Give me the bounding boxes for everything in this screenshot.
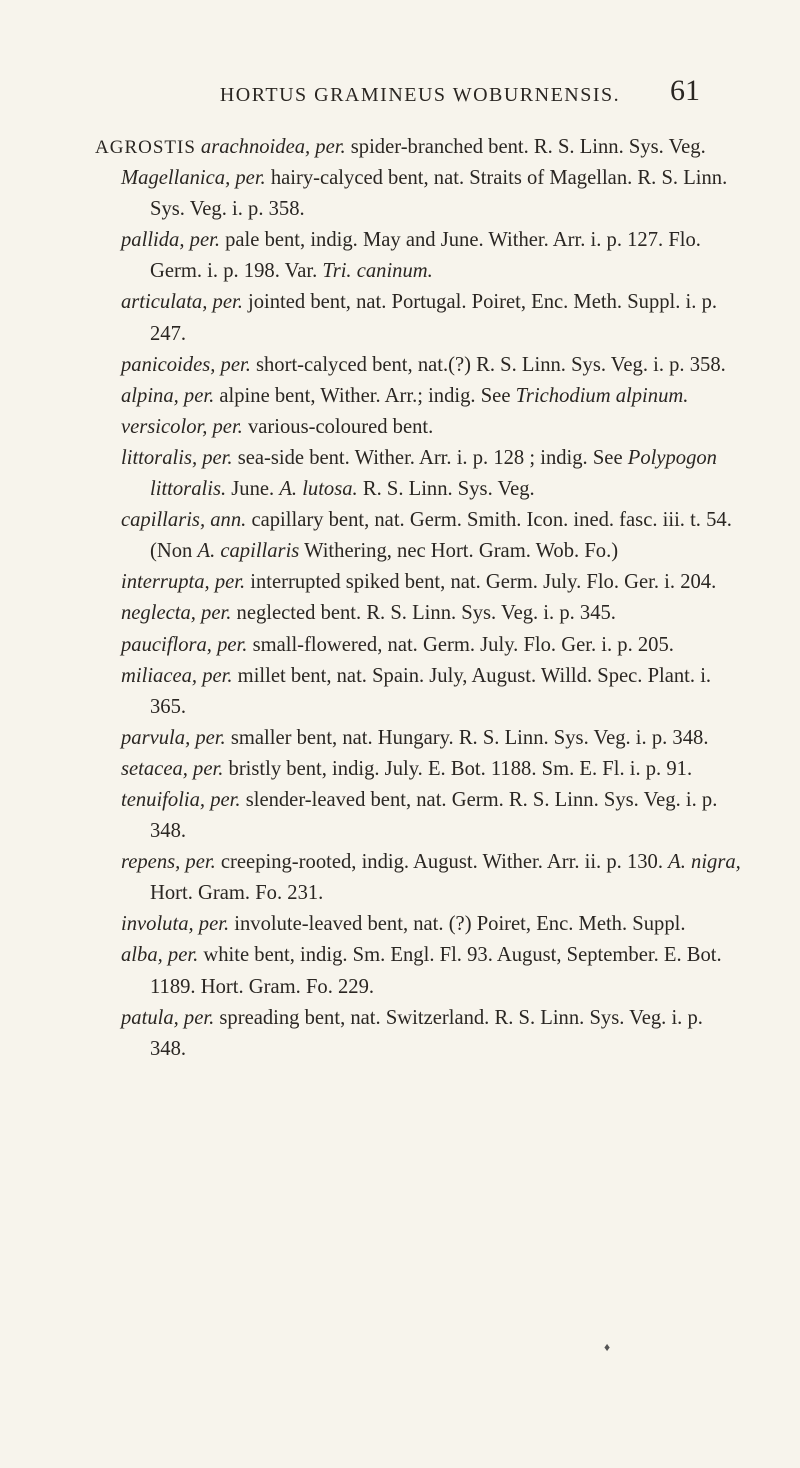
- cross-reference: A. capillaris: [197, 540, 300, 563]
- species-name: tenuifolia, per.: [121, 788, 241, 811]
- list-item: [121, 1003, 741, 1065]
- species-description: hairy-calyced bent, nat. Straits of Magellan. R. S. Linn. Sys. Veg. i. p. 358.: [150, 167, 728, 221]
- species-description: slender-leaved bent, nat. Germ. R. S. Linn. Sys. Veg. i. p. 348.: [150, 788, 718, 843]
- species-description: short-calyced bent, nat.(?) R. S. Linn. Sys. Veg. i. p. 358.: [250, 353, 726, 376]
- list-item: [121, 225, 741, 287]
- cross-reference: Polypogon littoralis.: [150, 446, 717, 501]
- list-item: [121, 443, 741, 505]
- list-item: [121, 940, 741, 1002]
- species-description: smaller bent, nat. Hungary. R. S. Linn. Sys. Veg. i. p. 348.: [225, 726, 709, 749]
- species-name: panicoides, per.: [121, 353, 251, 376]
- species-name: alba, per.: [121, 944, 199, 967]
- species-description: bristly bent, indig. July. E. Bot. 1188. Sm. E. Fl. i. p. 91.: [223, 757, 693, 780]
- species-description: neglected bent. R. S. Linn. Sys. Veg. i. p. 345.: [231, 602, 616, 625]
- list-item: [121, 350, 741, 381]
- list-item: [121, 630, 741, 661]
- species-description: sea-side bent. Wither. Arr. i. p. 128 ; indig. See: [232, 446, 628, 469]
- list-item: [121, 567, 741, 598]
- page-number: 61: [670, 74, 700, 107]
- species-name: repens, per.: [121, 851, 216, 874]
- species-description: pale bent, indig. May and June. Wither. Arr. i. p. 127. Flo. Germ. i. p. 198. Var.: [150, 229, 701, 283]
- ink-mark-icon: ♦: [604, 1340, 611, 1354]
- species-name: miliacea, per.: [121, 664, 233, 687]
- species-description: involute-leaved bent, nat. (?) Poiret, Enc. Meth. Suppl.: [229, 913, 686, 936]
- species-name: capillaris, ann.: [121, 509, 247, 532]
- species-description: white bent, indig. Sm. Engl. Fl. 93. August, September. E. Bot. 1189. Hort. Gram. Fo. 229.: [150, 944, 722, 998]
- species-list: [95, 132, 741, 1065]
- list-item: [121, 785, 741, 847]
- cross-reference: Tri. caninum.: [322, 260, 433, 283]
- species-description: creeping-rooted, indig. August. Wither. Arr. ii. p. 130.: [215, 851, 669, 874]
- species-description: interrupted spiked bent, nat. Germ. July. Flo. Ger. i. 204.: [245, 571, 717, 594]
- species-name: pauciflora, per.: [121, 633, 248, 656]
- list-item: [121, 505, 741, 567]
- species-description: alpine bent, Wither. Arr.; indig. See: [214, 384, 516, 407]
- species-description: jointed bent, nat. Portugal. Poiret, Enc. Meth. Suppl. i. p. 247.: [150, 291, 718, 345]
- species-description: capillary bent, nat. Germ. Smith. Icon. ined. fasc. iii. t. 54. (Non: [150, 509, 732, 563]
- species-description: Withering, nec Hort. Gram. Wob. Fo.): [299, 540, 619, 563]
- species-name: patula, per.: [121, 1006, 215, 1029]
- list-item: [121, 163, 741, 225]
- list-item: [121, 661, 741, 723]
- species-description: various-coloured bent.: [242, 415, 434, 438]
- species-description: small-flowered, nat. Germ. July. Flo. Ger. i. p. 205.: [247, 633, 674, 656]
- species-name: involuta, per.: [121, 913, 230, 936]
- list-item: [121, 598, 741, 629]
- species-name: interrupta, per.: [121, 571, 246, 594]
- species-name: neglecta, per.: [121, 602, 232, 625]
- species-name: littoralis, per.: [121, 446, 233, 469]
- list-item: [121, 287, 741, 349]
- list-item: [121, 723, 741, 754]
- species-name: pallida, per.: [121, 229, 220, 252]
- species-name: parvula, per.: [121, 726, 226, 749]
- species-name: versicolor, per.: [121, 415, 243, 438]
- list-item: [121, 381, 741, 412]
- species-description: R. S. Linn. Sys. Veg.: [357, 478, 535, 501]
- species-description: June.: [226, 478, 280, 501]
- list-item: [121, 909, 741, 940]
- list-item: [121, 412, 741, 443]
- species-name: setacea, per.: [121, 757, 224, 780]
- list-item: [95, 132, 741, 163]
- species-description: Hort. Gram. Fo. 231.: [150, 882, 324, 905]
- list-item: [121, 754, 741, 785]
- cross-reference: Trichodium alpinum.: [515, 384, 689, 407]
- species-description: spider-branched bent. R. S. Linn. Sys. Veg.: [345, 136, 706, 158]
- genus-name: AGROSTIS: [95, 137, 196, 158]
- list-item: [121, 847, 741, 909]
- species-description: millet bent, nat. Spain. July, August. Willd. Spec. Plant. i. 365.: [150, 664, 712, 718]
- cross-reference: A. nigra,: [668, 851, 741, 874]
- species-name: alpina, per.: [121, 384, 215, 407]
- species-name: arachnoidea, per.: [200, 136, 346, 158]
- cross-reference: A. lutosa.: [279, 478, 358, 501]
- species-name: articulata, per.: [121, 291, 243, 314]
- species-name: Magellanica, per.: [121, 167, 266, 190]
- species-description: spreading bent, nat. Switzerland. R. S. Linn. Sys. Veg. i. p. 348.: [150, 1006, 703, 1060]
- running-title: HORTUS GRAMINEUS WOBURNENSIS.: [219, 84, 621, 106]
